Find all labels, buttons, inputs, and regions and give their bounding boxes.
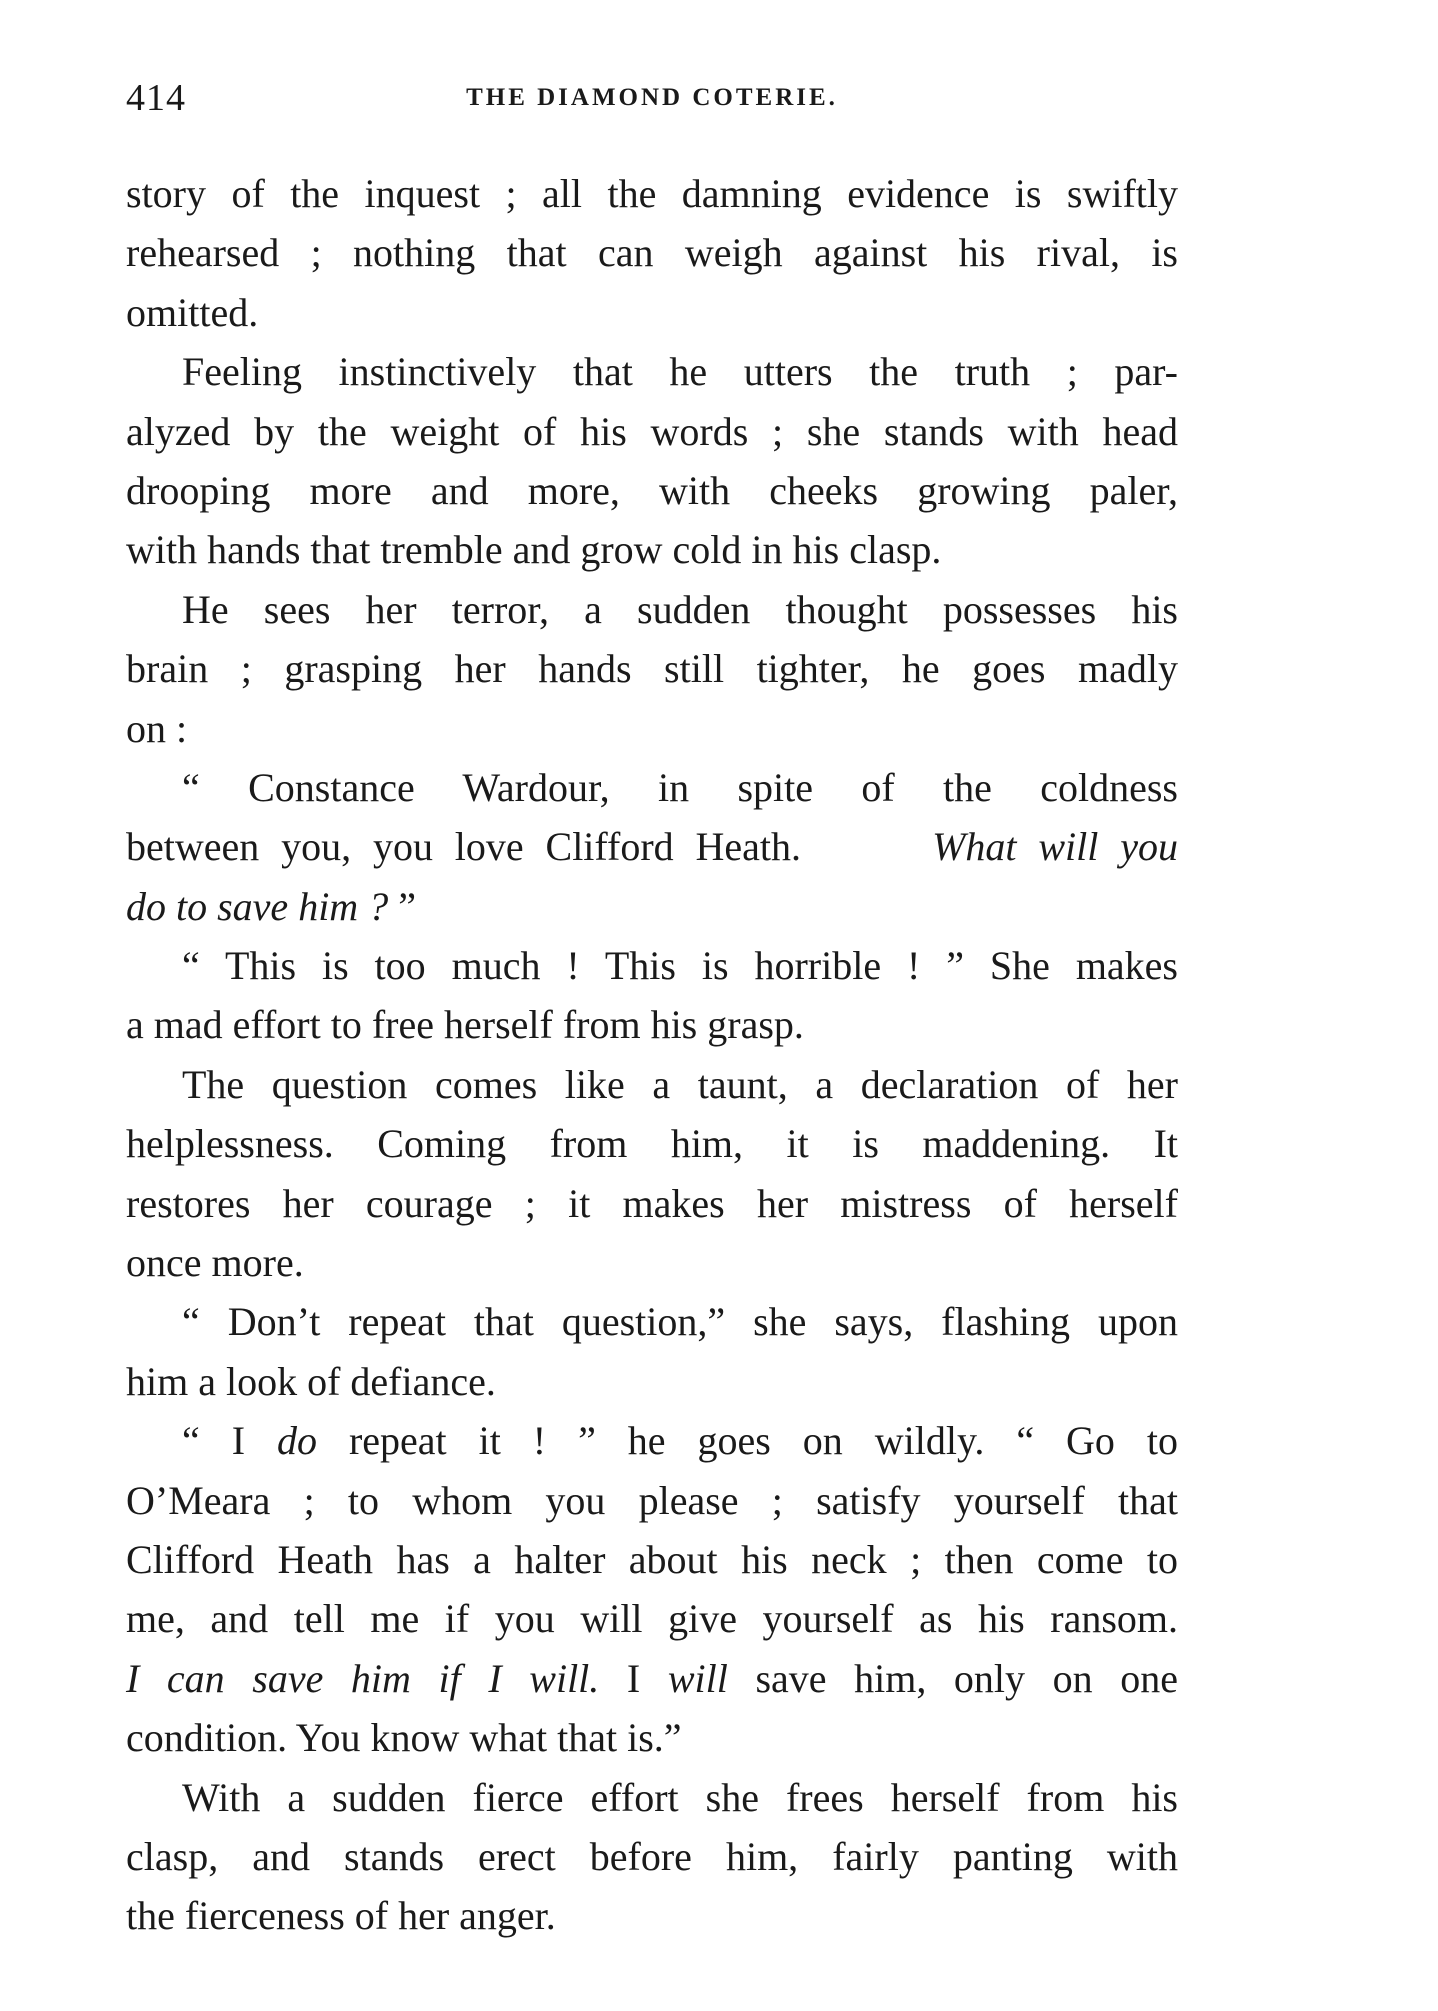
text-line: story of the inquest ; all the damning evidence is swiftly xyxy=(126,171,1178,216)
text-line: With a sudden fierce effort she frees herself from his xyxy=(182,1774,1178,1820)
text-line: alyzed by the weight of his words ; she stands with head xyxy=(126,408,1178,454)
italic-segment: I can save him if I will. xyxy=(126,1655,600,1701)
page-header xyxy=(126,76,1178,126)
text-line: restores her courage ; it makes her mistress of herself xyxy=(126,1180,1178,1226)
text-segment: repeat it ! ” he goes on wildly. “ Go to xyxy=(317,1418,1179,1464)
text-line: “ This is too much ! This is horrible ! ” She makes xyxy=(182,943,1178,989)
running-title: THE DIAMOND COTERIE. xyxy=(466,84,838,111)
text-line: The question comes like a taunt, a declaration of her xyxy=(182,1061,1178,1107)
text-line: me, and tell me if you will give yourself as his ransom. xyxy=(126,1596,1178,1642)
text-line: a mad effort to free herself from his grasp. xyxy=(126,1002,804,1048)
page-number: 414 xyxy=(126,77,186,119)
text-segment: I xyxy=(599,1655,668,1701)
text-line: O’Meara ; to whom you please ; satisfy yourself that xyxy=(126,1477,1178,1523)
text-line: drooping more and more, with cheeks growing paler, xyxy=(126,467,1178,513)
text-line: helplessness. Coming from him, it is maddening. It xyxy=(126,1121,1178,1167)
text-line: Clifford Heath has a halter about his neck ; then come to xyxy=(126,1536,1178,1582)
text-line: omitted. xyxy=(126,289,259,335)
text-line xyxy=(126,1411,1178,1470)
text-segment: “ I xyxy=(182,1418,277,1464)
text-line: with hands that tremble and grow cold in his clasp. xyxy=(126,527,942,573)
text-line: the fierceness of her anger. xyxy=(126,1893,556,1939)
italic-segment: What will you xyxy=(932,824,1178,870)
text-segment: ” xyxy=(388,883,416,929)
text-line: condition. You know what that is.” xyxy=(126,1715,682,1761)
text-line xyxy=(126,817,1178,876)
text-line xyxy=(126,1649,1178,1708)
text-segment: save him, only on one xyxy=(727,1655,1178,1701)
text-line: He sees her terror, a sudden thought possesses his xyxy=(182,586,1178,632)
italic-segment: will xyxy=(667,1655,728,1701)
text-line: “ Constance Wardour, in spite of the coldness xyxy=(182,764,1178,810)
text-line: Feeling instinctively that he utters the truth ; par- xyxy=(182,349,1178,395)
italic-segment: do to save him ? xyxy=(126,883,389,929)
text-segment: between you, you love Clifford Heath. xyxy=(126,824,802,870)
body-text xyxy=(126,164,1178,1946)
text-line: on : xyxy=(126,705,188,751)
text-line: brain ; grasping her hands still tighter, he goes madly xyxy=(126,646,1178,692)
italic-segment: do xyxy=(277,1418,317,1464)
text-line: “ Don’t repeat that question,” she says, flashing upon xyxy=(182,1299,1178,1345)
text-line xyxy=(126,877,1178,936)
text-line: clasp, and stands erect before him, fairly panting with xyxy=(126,1833,1178,1879)
text-line: rehearsed ; nothing that can weigh against his rival, is xyxy=(126,230,1178,276)
text-line: once more. xyxy=(126,1240,304,1286)
text-line: him a look of defiance. xyxy=(126,1358,496,1404)
